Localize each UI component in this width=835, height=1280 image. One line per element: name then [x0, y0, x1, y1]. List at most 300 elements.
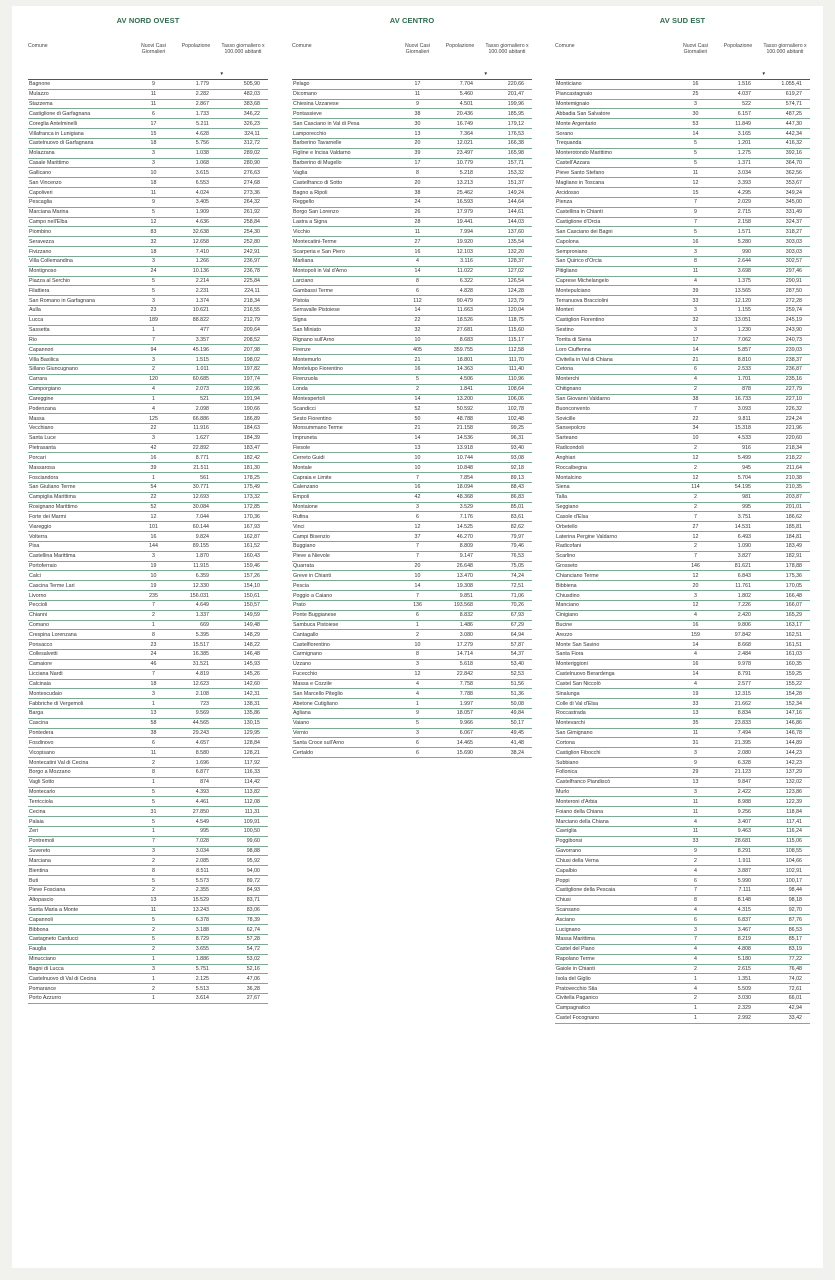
cell-popolazione: 2.422 — [737, 789, 751, 796]
cell-tasso: 505,90 — [243, 81, 260, 88]
cell-comune: Abbadia San Salvatore — [556, 110, 611, 117]
cell-nuovi-casi: 144 — [149, 543, 158, 550]
table-row — [555, 188, 810, 198]
cell-tasso: 324,37 — [785, 219, 802, 226]
cell-popolazione: 7.854 — [459, 474, 473, 481]
table-row — [555, 100, 810, 110]
table-row — [292, 277, 532, 287]
cell-comune: Quarrata — [293, 563, 314, 570]
cell-tasso: 89,13 — [510, 474, 524, 481]
cell-comune: Castiglion Fibocchi — [556, 749, 601, 756]
table-row — [292, 188, 532, 198]
cell-nuovi-casi: 12 — [414, 523, 421, 530]
cell-comune: Buonconvento — [556, 405, 590, 412]
cell-popolazione: 9.851 — [459, 592, 473, 599]
cell-nuovi-casi: 33 — [692, 838, 699, 845]
cell-tasso: 100,17 — [785, 877, 802, 884]
cell-comune: Chiusi della Verna — [556, 857, 599, 864]
cell-nuovi-casi: 52 — [414, 405, 421, 412]
cell-comune: Montecarlo — [29, 789, 56, 796]
cell-popolazione: 5.180 — [737, 956, 751, 963]
cell-popolazione: 27.681 — [456, 327, 473, 334]
table-row — [555, 601, 810, 611]
cell-comune: Agliana — [293, 710, 311, 717]
table-row — [555, 837, 810, 847]
cell-comune: Serravalle Pistoiese — [293, 307, 340, 314]
cell-popolazione: 46.270 — [456, 533, 473, 540]
cell-popolazione: 12.021 — [456, 140, 473, 147]
cell-comune: Carrara — [29, 376, 47, 383]
cell-tasso: 303,03 — [785, 248, 802, 255]
cell-popolazione: 1.515 — [195, 356, 209, 363]
table-row — [292, 198, 532, 208]
cell-tasso: 224,24 — [785, 415, 802, 422]
cell-popolazione: 10.621 — [192, 307, 209, 314]
cell-tasso: 218,34 — [785, 445, 802, 452]
cell-nuovi-casi: 33 — [692, 700, 699, 707]
cell-popolazione: 2.029 — [737, 199, 751, 206]
cell-nuovi-casi: 21 — [414, 425, 421, 432]
cell-popolazione: 1.230 — [737, 327, 751, 334]
cell-comune: Fiesole — [293, 445, 311, 452]
cell-comune: Montemurlo — [293, 356, 321, 363]
cell-nuovi-casi: 12 — [150, 219, 157, 226]
region-sud-est — [555, 16, 810, 1024]
cell-popolazione: 6.378 — [195, 916, 209, 923]
cell-popolazione: 4.657 — [195, 739, 209, 746]
cell-comune: Torrita di Siena — [556, 336, 592, 343]
table-row — [555, 778, 810, 788]
cell-tasso: 173,32 — [243, 494, 260, 501]
cell-nuovi-casi: 7 — [416, 553, 419, 560]
header-tasso[interactable]: Tasso giornaliero x 100.000 abitanti — [221, 43, 265, 56]
cell-popolazione: 1.337 — [195, 612, 209, 619]
cell-tasso: 238,37 — [785, 356, 802, 363]
table-row — [555, 709, 810, 719]
cell-comune: Massa e Cozzile — [293, 680, 332, 687]
table-row — [292, 453, 532, 463]
cell-nuovi-casi: 13 — [692, 710, 699, 717]
table-row — [555, 699, 810, 709]
table-row — [292, 434, 532, 444]
cell-nuovi-casi: 16 — [150, 533, 157, 540]
cell-comune: Montopoli in Val d'Arno — [293, 268, 347, 275]
cell-tasso: 74,02 — [788, 975, 802, 982]
table-row — [555, 571, 810, 581]
cell-popolazione: 6.157 — [737, 110, 751, 117]
table-row — [292, 149, 532, 159]
cell-comune: Palaia — [29, 818, 44, 825]
table-row — [292, 670, 532, 680]
cell-comune: Signa — [293, 317, 307, 324]
cell-popolazione: 21.123 — [734, 769, 751, 776]
table-row — [555, 866, 810, 876]
cell-nuovi-casi: 11 — [414, 91, 421, 98]
cell-nuovi-casi: 12 — [692, 533, 699, 540]
table-row — [555, 552, 810, 562]
cell-tasso: 259,74 — [785, 307, 802, 314]
table-row — [28, 581, 268, 591]
cell-popolazione: 521 — [200, 395, 209, 402]
table-row — [555, 286, 810, 296]
cell-popolazione: 5.573 — [195, 877, 209, 884]
cell-nuovi-casi: 27 — [414, 238, 421, 245]
cell-nuovi-casi: 18 — [150, 248, 157, 255]
cell-tasso: 117,92 — [244, 759, 260, 766]
cell-tasso: 50,17 — [510, 720, 524, 727]
cell-tasso: 191,94 — [243, 395, 260, 402]
table-row — [292, 355, 532, 365]
cell-popolazione: 669 — [200, 621, 209, 628]
cell-tasso: 280,90 — [243, 160, 260, 167]
cell-comune: Colle di Val d'Elsa — [556, 700, 599, 707]
cell-tasso: 179,12 — [507, 120, 524, 127]
cell-tasso: 135,86 — [243, 710, 260, 717]
cell-nuovi-casi: 24 — [414, 199, 421, 206]
cell-popolazione: 2.644 — [737, 258, 751, 265]
cell-tasso: 128,37 — [507, 258, 524, 265]
cell-comune: Castel San Niccolò — [556, 680, 601, 687]
cell-nuovi-casi: 6 — [152, 110, 155, 117]
header-tasso[interactable]: Tasso giornaliero x 100.000 abitanti — [485, 43, 529, 56]
table-row — [28, 503, 268, 513]
cell-comune: Forte dei Marmi — [29, 513, 67, 520]
table-row — [28, 571, 268, 581]
cell-tasso: 181,30 — [243, 464, 260, 471]
cell-tasso: 155,22 — [785, 680, 802, 687]
cell-tasso: 83,71 — [246, 897, 260, 904]
table-row — [28, 385, 268, 395]
cell-popolazione: 8.291 — [737, 848, 751, 855]
cell-tasso: 183,47 — [243, 445, 260, 452]
table-row — [28, 837, 268, 847]
cell-popolazione: 1.155 — [737, 307, 751, 314]
cell-nuovi-casi: 20 — [414, 140, 421, 147]
sort-descending-icon[interactable]: ▼ — [483, 70, 488, 76]
cell-tasso: 75,05 — [510, 563, 524, 570]
cell-comune: Sorano — [556, 130, 574, 137]
table-row — [292, 503, 532, 513]
table-row — [292, 414, 532, 424]
cell-comune: Chiesina Uzzanese — [293, 101, 339, 108]
cell-tasso: 94,00 — [246, 867, 260, 874]
table-row — [28, 100, 268, 110]
cell-comune: Loro Ciuffenna — [556, 346, 591, 353]
cell-nuovi-casi: 29 — [692, 769, 699, 776]
cell-tasso: 70,26 — [510, 602, 524, 609]
cell-tasso: 218,34 — [243, 297, 260, 304]
cell-popolazione: 13.243 — [192, 907, 209, 913]
cell-nuovi-casi: 7 — [152, 336, 155, 343]
cell-popolazione: 9.978 — [737, 661, 751, 668]
cell-tasso: 261,92 — [243, 209, 260, 216]
table-row — [292, 444, 532, 454]
cell-nuovi-casi: 5 — [694, 228, 697, 235]
cell-popolazione: 11.915 — [193, 563, 209, 570]
cell-popolazione: 16.733 — [734, 395, 751, 402]
cell-popolazione: 12.693 — [192, 494, 209, 501]
table-row — [555, 640, 810, 650]
cell-comune: Figline e Incisa Valdarno — [293, 150, 351, 157]
cell-comune: Minucciano — [29, 956, 56, 963]
cell-popolazione: 2.080 — [737, 749, 751, 756]
cell-popolazione: 5.513 — [195, 985, 209, 992]
table-row — [555, 1004, 810, 1014]
table-row — [555, 670, 810, 680]
cell-nuovi-casi: 3 — [152, 553, 155, 560]
table-row — [28, 473, 268, 483]
cell-comune: Fivizzano — [29, 248, 52, 255]
cell-popolazione: 6.322 — [459, 278, 473, 284]
cell-comune: Siena — [556, 484, 570, 491]
cell-nuovi-casi: 4 — [694, 818, 697, 825]
cell-comune: Bagnone — [29, 81, 51, 88]
cell-popolazione: 522 — [742, 101, 751, 108]
cell-comune: Calcinaia — [29, 680, 51, 687]
table-row — [555, 906, 810, 916]
cell-nuovi-casi: 19 — [692, 690, 699, 697]
cell-tasso: 345,00 — [785, 199, 802, 206]
cell-tasso: 67,29 — [510, 621, 524, 628]
cell-tasso: 220,60 — [785, 435, 802, 442]
cell-popolazione: 2.484 — [737, 651, 751, 658]
cell-comune: Sambuca Pistoiese — [293, 621, 339, 628]
table-row — [28, 709, 268, 719]
cell-popolazione: 18.801 — [456, 356, 473, 363]
cell-comune: Castelnuovo di Val di Cecina — [29, 975, 97, 982]
cell-nuovi-casi: 26 — [414, 209, 421, 216]
table-row — [555, 365, 810, 375]
cell-popolazione: 7.176 — [459, 513, 473, 520]
cell-comune: San Vincenzo — [29, 179, 62, 186]
cell-popolazione: 4.828 — [459, 287, 473, 294]
cell-nuovi-casi: 1 — [152, 956, 155, 963]
cell-tasso: 416,32 — [785, 140, 802, 147]
cell-comune: Monsummano Terme — [293, 425, 343, 432]
cell-tasso: 79,46 — [510, 543, 524, 550]
table-row — [28, 827, 268, 837]
cell-popolazione: 8.729 — [195, 936, 209, 943]
cell-nuovi-casi: 5 — [694, 150, 697, 157]
table-row — [28, 424, 268, 434]
cell-nuovi-casi: 4 — [694, 946, 697, 953]
cell-popolazione: 3.698 — [737, 268, 751, 275]
table-row — [28, 591, 268, 601]
cell-comune: Civitella Paganico — [556, 995, 599, 1002]
cell-tasso: 116,24 — [786, 828, 802, 835]
cell-popolazione: 4.024 — [195, 189, 209, 196]
table-row — [292, 424, 532, 434]
cell-popolazione: 9.806 — [737, 621, 751, 628]
table-row — [28, 896, 268, 906]
cell-nuovi-casi: 5 — [152, 287, 155, 294]
cell-popolazione: 16.749 — [456, 120, 473, 127]
cell-popolazione: 3.529 — [459, 504, 473, 511]
cell-nuovi-casi: 18 — [150, 179, 157, 186]
table-row — [28, 493, 268, 503]
table-row — [555, 453, 810, 463]
cell-tasso: 62,74 — [246, 926, 260, 933]
cell-tasso: 132,20 — [507, 248, 524, 255]
cell-nuovi-casi: 53 — [692, 120, 699, 127]
cell-popolazione: 8.791 — [737, 671, 751, 678]
cell-nuovi-casi: 4 — [694, 651, 697, 658]
cell-nuovi-casi: 125 — [149, 415, 158, 422]
cell-popolazione: 4.549 — [195, 818, 209, 825]
cell-tasso: 273,36 — [243, 189, 260, 196]
cell-tasso: 242,91 — [243, 248, 260, 255]
table-row — [555, 247, 810, 257]
table-row — [555, 434, 810, 444]
cell-popolazione: 13.565 — [734, 287, 751, 294]
cell-tasso: 120,04 — [507, 307, 524, 314]
table-row — [555, 296, 810, 306]
cell-tasso: 172,85 — [243, 504, 260, 511]
sort-descending-icon[interactable]: ▼ — [219, 70, 224, 76]
sort-descending-icon[interactable]: ▼ — [761, 70, 766, 76]
cell-comune: Santa Maria a Monte — [29, 907, 79, 913]
cell-comune: Arcidosso — [556, 189, 580, 196]
cell-nuovi-casi: 14 — [692, 130, 699, 137]
cell-nuovi-casi: 16 — [692, 621, 699, 628]
cell-tasso: 147,16 — [785, 710, 802, 717]
cell-tasso: 118,84 — [786, 808, 802, 815]
cell-nuovi-casi: 3 — [694, 248, 697, 255]
cell-tasso: 207,98 — [243, 346, 260, 353]
cell-popolazione: 1.351 — [737, 975, 751, 982]
header-popolazione: Popolazione — [723, 43, 753, 49]
cell-nuovi-casi: 3 — [152, 690, 155, 697]
cell-comune: Terricciola — [29, 798, 53, 805]
table-body — [292, 80, 532, 758]
table-row — [555, 473, 810, 483]
cell-tasso: 166,38 — [507, 140, 524, 147]
cell-popolazione: 1.571 — [737, 228, 751, 235]
cell-tasso: 221,96 — [785, 425, 802, 432]
table-row — [292, 571, 532, 581]
cell-tasso: 142,60 — [243, 680, 260, 687]
cell-comune: Cascina — [29, 720, 49, 727]
cell-tasso: 235,16 — [785, 376, 802, 383]
cell-nuovi-casi: 2 — [694, 504, 697, 511]
cell-popolazione: 995 — [742, 504, 751, 511]
cell-tasso: 392,16 — [785, 150, 802, 157]
cell-popolazione: 21.662 — [734, 700, 751, 707]
cell-comune: Campagnatico — [556, 1005, 591, 1012]
cell-tasso: 264,32 — [243, 199, 260, 206]
cell-nuovi-casi: 7 — [152, 838, 155, 845]
cell-tasso: 64,94 — [510, 631, 524, 638]
cell-tasso: 236,78 — [243, 268, 260, 275]
cell-comune: Montaione — [293, 504, 318, 511]
cell-comune: Filattiera — [29, 287, 50, 294]
cell-nuovi-casi: 38 — [692, 395, 699, 402]
cell-nuovi-casi: 39 — [414, 150, 421, 157]
cell-comune: Monteri — [556, 307, 574, 314]
cell-popolazione: 3.467 — [737, 926, 751, 933]
cell-popolazione: 5.211 — [196, 120, 209, 127]
table-row — [28, 778, 268, 788]
table-row — [28, 188, 268, 198]
cell-comune: Vicchio — [293, 228, 310, 235]
cell-nuovi-casi: 50 — [414, 415, 421, 422]
cell-tasso: 108,64 — [507, 386, 524, 393]
cell-nuovi-casi: 32 — [414, 327, 421, 334]
cell-nuovi-casi: 5 — [152, 916, 155, 923]
cell-popolazione: 29.243 — [192, 730, 209, 737]
cell-popolazione: 1.201 — [737, 140, 751, 147]
cell-comune: Montemignaio — [556, 101, 590, 108]
cell-nuovi-casi: 189 — [149, 317, 158, 324]
cell-comune: Buggiano — [293, 543, 316, 550]
cell-nuovi-casi: 3 — [152, 356, 155, 363]
cell-tasso: 211,64 — [786, 464, 802, 471]
cell-comune: Castiglione d'Orcia — [556, 219, 601, 226]
cell-comune: Monteroni d'Arbia — [556, 798, 598, 805]
cell-popolazione: 12.330 — [192, 582, 209, 589]
cell-nuovi-casi: 5 — [152, 278, 155, 284]
header-tasso[interactable]: Tasso giornaliero x 100.000 abitanti — [763, 43, 807, 56]
cell-nuovi-casi: 94 — [150, 346, 157, 353]
cell-popolazione: 4.315 — [737, 907, 751, 913]
cell-comune: Sassetta — [29, 327, 50, 334]
cell-tasso: 157,26 — [243, 572, 260, 579]
table-row — [555, 512, 810, 522]
cell-nuovi-casi: 10 — [414, 572, 421, 579]
cell-comune: Manciano — [556, 602, 579, 609]
cell-popolazione: 27.850 — [192, 808, 209, 815]
cell-popolazione: 3.116 — [460, 258, 473, 265]
cell-popolazione: 23.833 — [734, 720, 751, 727]
cell-popolazione: 1.733 — [195, 110, 209, 117]
cell-tasso: 218,22 — [785, 454, 802, 461]
table-row — [28, 345, 268, 355]
table-row — [555, 562, 810, 572]
cell-popolazione: 20.436 — [456, 110, 473, 117]
table-row — [555, 414, 810, 424]
cell-comune: Capannori — [29, 346, 54, 353]
table-body — [555, 80, 810, 1024]
cell-tasso: 186,89 — [243, 415, 260, 422]
cell-tasso: 49,45 — [510, 730, 524, 737]
cell-tasso: 297,46 — [785, 268, 802, 275]
cell-comune: Piancastagnaio — [556, 91, 593, 98]
cell-tasso: 83,61 — [510, 513, 524, 520]
cell-nuovi-casi: 2 — [416, 631, 419, 638]
cell-popolazione: 44.565 — [192, 720, 209, 727]
table-row — [555, 611, 810, 621]
cell-popolazione: 1.068 — [195, 160, 209, 167]
cell-popolazione: 48.788 — [456, 415, 473, 422]
cell-nuovi-casi: 1 — [694, 1005, 697, 1012]
table-row — [28, 463, 268, 473]
table-row — [292, 562, 532, 572]
table-row — [292, 404, 532, 414]
cell-popolazione: 88.822 — [192, 317, 209, 324]
cell-comune: Livorno — [29, 592, 47, 599]
cell-popolazione: 31.521 — [192, 661, 209, 668]
cell-popolazione: 8.832 — [459, 612, 473, 619]
cell-tasso: 150,61 — [243, 592, 260, 599]
cell-nuovi-casi: 16 — [692, 81, 699, 88]
cell-tasso: 161,51 — [785, 641, 802, 648]
cell-popolazione: 30.084 — [192, 504, 209, 511]
cell-popolazione: 25.462 — [456, 189, 473, 196]
cell-popolazione: 1.375 — [737, 278, 751, 284]
cell-tasso: 149,48 — [243, 621, 260, 628]
cell-nuovi-casi: 2 — [694, 445, 697, 452]
table-row — [28, 257, 268, 267]
